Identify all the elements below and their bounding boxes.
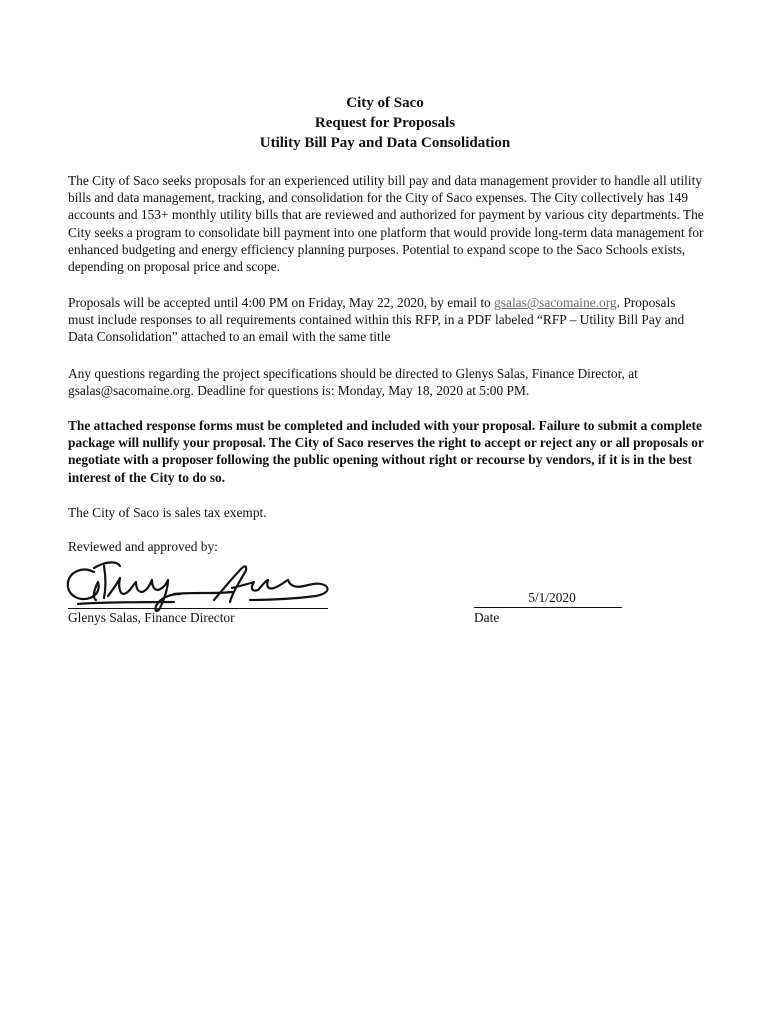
requirements-paragraph: The attached response forms must be completed and included with your proposal. Failure to submit a complete package will nullify your proposal. The City of Saco reserves the right to accept or reject any or all proposals or negotiate with a proposer following the public opening without right or recourse by vendors, if it is in the best interest of the City to do so.: [68, 418, 704, 485]
reviewed-label: Reviewed and approved by:: [68, 539, 218, 554]
intro-paragraph: The City of Saco seeks proposals for an experienced utility bill pay and data management provider to handle all utility bills and data management, tracking, and consolidation for the City of Saco expenses. The City collectively has 149 accounts and 153+ monthly utility bills that are reviewed and authorized for payment by various city departments. The City seeks a program to consolidate bill payment into one platform that would provide long-term data management for enhanced budgeting and energy efficiency planning purposes. Potential to expand scope to the Saco Schools exists, depending on proposal price and scope.: [68, 173, 704, 275]
signature-block: [64, 558, 344, 628]
email-link[interactable]: gsalas@sacomaine.org: [494, 295, 617, 310]
handwritten-signature: [64, 558, 344, 618]
signer-name-title: Glenys Salas, Finance Director: [68, 610, 235, 625]
document-type: Request for Proposals: [314, 115, 456, 131]
document-header: [0, 93, 770, 153]
deadline-paragraph: [68, 294, 704, 346]
city-name: City of Saco: [346, 95, 424, 111]
deadline-text-after: . Proposals must include responses to all requirements contained within this RFP, in a PDF labeled “RFP – Utility Bill Pay and Data Consolidation” attached to an email with the same title: [68, 295, 685, 345]
deadline-text-before: Proposals will be accepted until 4:00 PM on Friday, May 22, 2020, by email to: [68, 295, 495, 310]
date-block: [474, 590, 624, 626]
date-label: Date: [474, 610, 500, 625]
signature-line: [68, 608, 328, 609]
document-title: Utility Bill Pay and Data Consolidation: [259, 135, 511, 151]
tax-exempt-paragraph: The City of Saco is sales tax exempt.: [68, 505, 267, 520]
questions-paragraph: Any questions regarding the project specifications should be directed to Glenys Salas, Finance Director, at gsalas@sacomaine.org. Deadline for questions is: Monday, May 18, 2020 at 5:00 PM.: [68, 366, 638, 399]
signature-date: 5/1/2020: [474, 590, 622, 608]
